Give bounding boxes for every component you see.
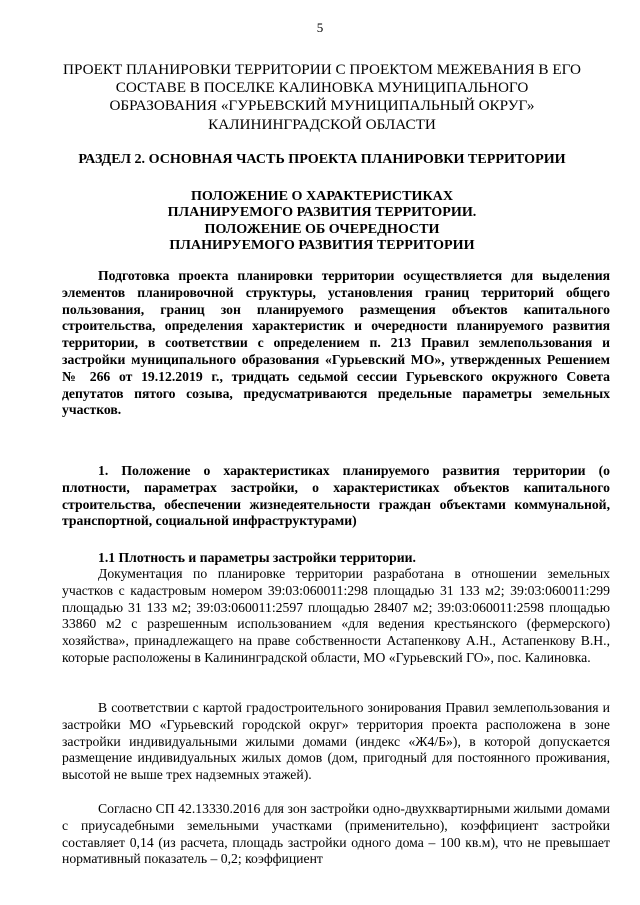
page-number: 5 — [316, 20, 324, 35]
project-title: ПРОЕКТ ПЛАНИРОВКИ ТЕРРИТОРИИ С ПРОЕКТОМ МЕЖЕВАНИЯ В ЕГО СОСТАВЕ В ПОСЕЛКЕ КАЛИНОВКА МУНИЦИПАЛЬНОГО ОБРАЗОВАНИЯ «ГУРЬЕВСКИЙ МУНИЦИПАЛЬНЫЙ ОКРУГ» КАЛИНИНГРАДСКОЙ ОБЛАСТИ — [63, 61, 581, 133]
subsection-heading-1: 1. Положение о характеристиках планируемого развития территории (о плотности, параметрах застройки, о характеристиках объектов капитального строительства, обеспечении жизнедеятельности граждан объектами коммунальной, транспортной, социальной инфраструктурами) — [62, 463, 610, 529]
body-paragraph-coefficient: Согласно СП 42.13330.2016 для зон застройки одно-двухквартирными жилыми домами с приусадебными земельными участками (применительно), коэффициент застройки составляет 0,14 (из расчета, площадь застройки одного дома – 100 кв.м), что не превышает нормативный показатель – 0,2; коэффициент — [62, 801, 610, 867]
position-title-line: ПЛАНИРУЕМОГО РАЗВИТИЯ ТЕРРИТОРИИ. — [167, 204, 477, 221]
position-title — [62, 188, 582, 254]
intro-paragraph: Подготовка проекта планировки территории осуществляется для выделения элементов планировочной структуры, установления границ территорий общего пользования, границ зон планируемого размещения объектов капитального строительства, определения характеристик и очередности планируемого развития территории, в соответствии с определением п. 213 Правил землепользования и застройки муниципального образования «Гурьевский МО», утвержденных Решением № 266 от 19.12.2019 г., тридцать седьмой сессии Гурьевского окружного Совета депутатов пятого созыва, предусматриваются предельные параметры земельных участков. — [62, 268, 610, 418]
body-paragraph-documentation: Документация по планировке территории разработана в отношении земельных участков с кадастровым номером 39:03:060011:298 площадью 31 133 м2; 39:03:060011:299 площадью 31 133 м2; 39:03:060011:2597 площадью 28407 м2; 39:03:060011:2598 площадью 33860 м2 с разрешенным использованием «для ведения крестьянского (фермерского) хозяйства», принадлежащего на праве собственности Астапенкову А.Н., Астапенкову В.Н., которые расположены в Калининградской области, МО «Гурьевский ГО», пос. Калиновка. — [62, 566, 610, 665]
body-paragraph-zoning: В соответствии с картой градостроительного зонирования Правил землепользования и застройки МО «Гурьевский городской округ» территория проекта расположена в зоне застройки индивидуальными жилыми домами (индекс «Ж4/Б»), в которой допускается размещение индивидуальных жилых домов (дом, пригодный для постоянного проживания, высотой не выше трех надземных этажей). — [62, 700, 610, 783]
subsection-heading-1-1: 1.1 Плотность и параметры застройки территории. — [98, 550, 416, 565]
position-title-line: ПОЛОЖЕНИЕ О ХАРАКТЕРИСТИКАХ — [190, 188, 454, 204]
position-title-line: ПОЛОЖЕНИЕ ОБ ОЧЕРЕДНОСТИ — [204, 220, 440, 237]
position-title-line: ПЛАНИРУЕМОГО РАЗВИТИЯ ТЕРРИТОРИИ — [169, 237, 475, 254]
section-title: РАЗДЕЛ 2. ОСНОВНАЯ ЧАСТЬ ПРОЕКТА ПЛАНИРОВКИ ТЕРРИТОРИИ — [78, 151, 566, 167]
